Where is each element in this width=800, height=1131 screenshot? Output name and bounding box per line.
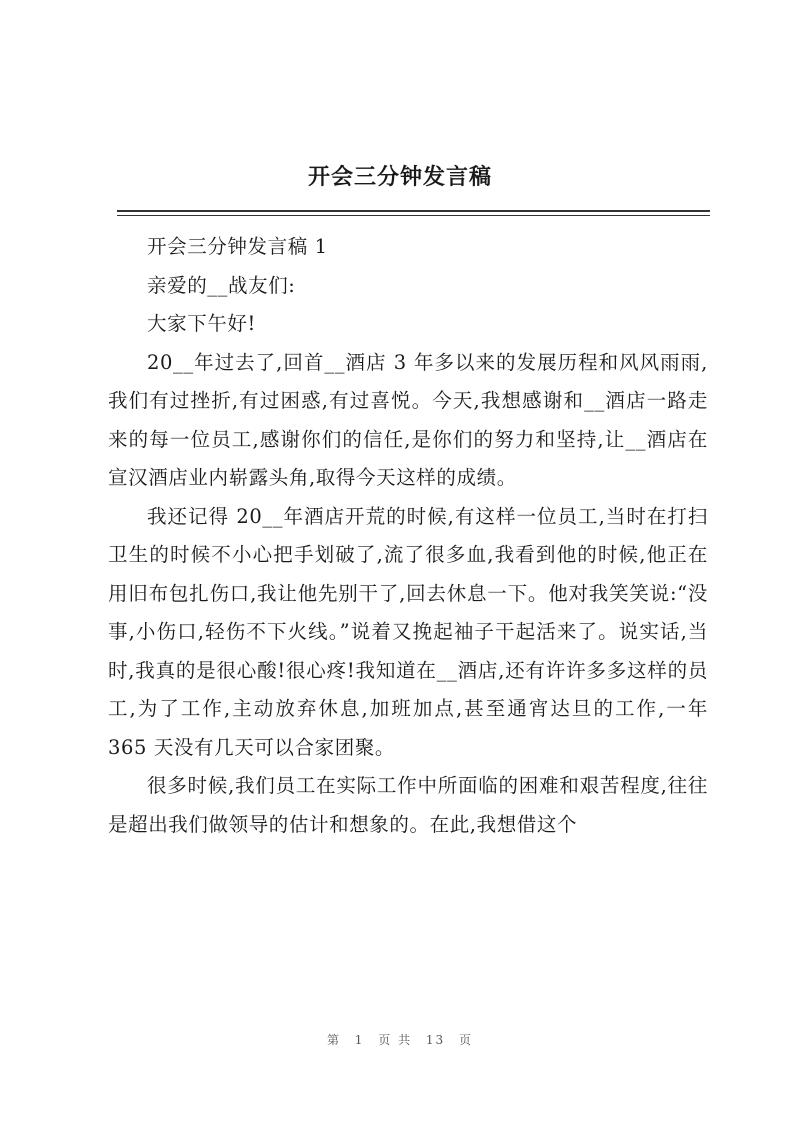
paragraph-salutation: 亲爱的__战友们:: [147, 273, 296, 297]
paragraph: 20__年过去了,回首__酒店 3 年多以来的发展历程和风风雨雨,我们有过挫折,有过困惑,有过喜悦。今天,我想感谢和__酒店一路走来的每一位员工,感谢你们的信任,是你们的努力和坚持,让__酒店在宣汉酒店业内崭露头角,取得今天这样的成绩。: [108, 350, 708, 489]
page-footer: [0, 1031, 800, 1048]
paragraph: 我还记得 20__年酒店开荒的时候,有这样一位员工,当时在打扫卫生的时候不小心把手划破了,流了很多血,我看到他的时候,他正在用旧布包扎伤口,我让他先别干了,回去休息一下。他对我笑笑说:“没事,小伤口,轻伤不下火线。”说着又挽起袖子干起活来了。说实话,当时,我真的是很心酸!很心疼!我知道在__酒店,还有许许多多这样的员工,为了工作,主动放弃休息,加班加点,甚至通宵达旦的工作,一年 365 天没有几天可以合家团聚。: [108, 504, 708, 759]
footer-suffix: 页: [459, 1033, 474, 1047]
title-divider-thin: [117, 215, 710, 216]
paragraph-heading: 开会三分钟发言稿 1: [147, 235, 328, 258]
footer-middle: 页 共: [378, 1033, 413, 1047]
footer-page-total: 13: [425, 1033, 446, 1047]
paragraph-greeting: 大家下午好!: [147, 312, 256, 335]
document-title: 开会三分钟发言稿: [307, 165, 492, 190]
footer-prefix: 第: [326, 1033, 341, 1047]
footer-page-number: 1: [354, 1033, 365, 1047]
title-divider: [117, 210, 710, 212]
paragraph: 很多时候,我们员工在实际工作中所面临的困难和艰苦程度,往往是超出我们做领导的估计和想象的。在此,我想借这个: [108, 774, 708, 836]
document-body: [108, 228, 708, 844]
